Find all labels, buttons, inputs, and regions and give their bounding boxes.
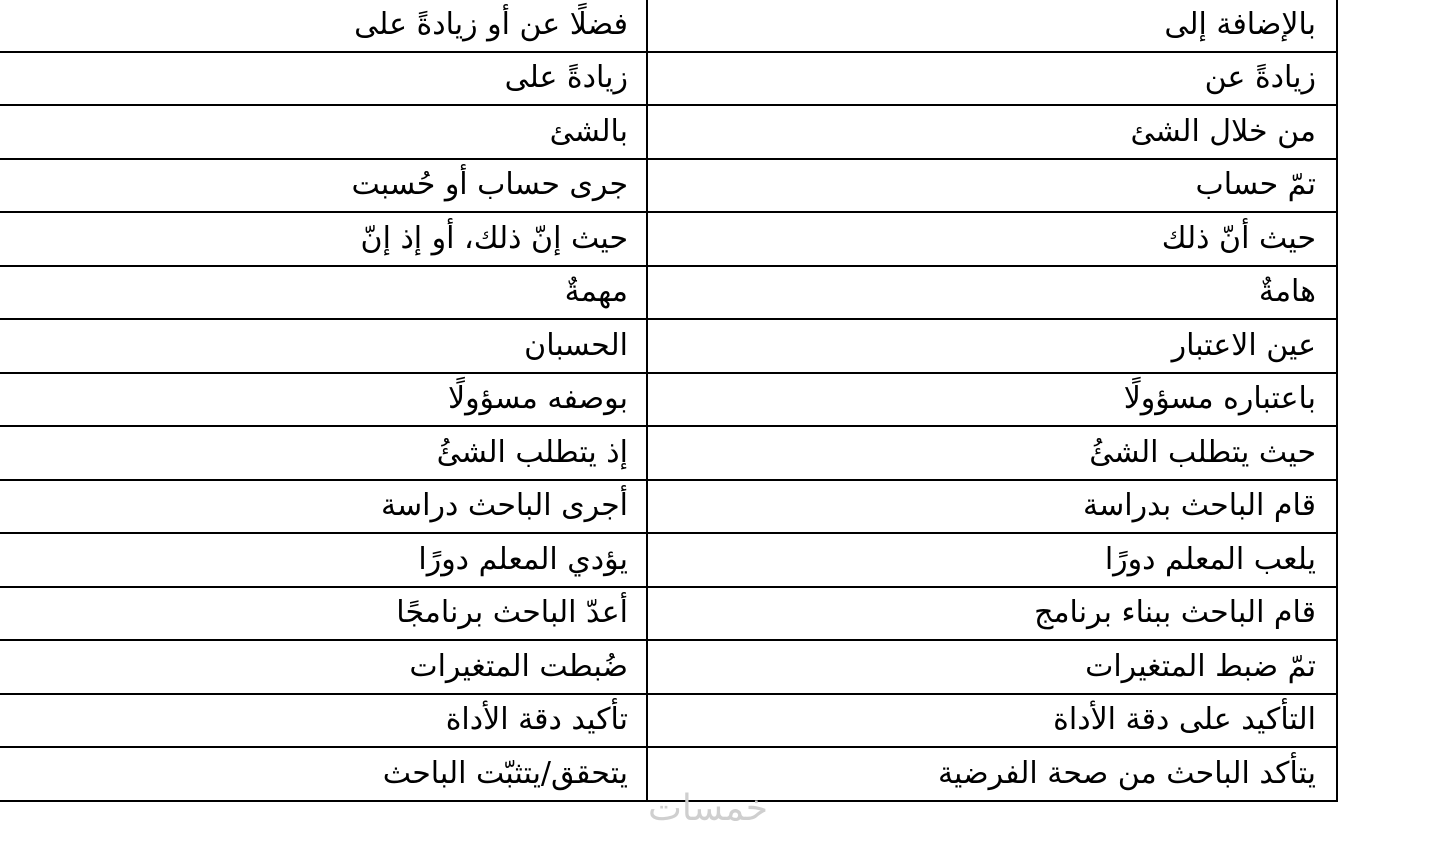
incorrect-phrase-cell: تمّ حساب (647, 159, 1337, 213)
incorrect-phrase-cell: حيث يتطلب الشئُ (647, 426, 1337, 480)
table-row (0, 159, 1337, 213)
correct-phrase-cell: يتحقق/يتثبّت الباحث (0, 747, 647, 801)
correct-phrase-cell: إذ يتطلب الشئُ (0, 426, 647, 480)
correct-phrase-cell: بالشئ (0, 105, 647, 159)
incorrect-phrase-cell: بالإضافة إلى (647, 0, 1337, 52)
correct-phrase-cell: ضُبطت المتغيرات (0, 640, 647, 694)
incorrect-phrase-cell: عين الاعتبار (647, 319, 1337, 373)
correct-phrase-cell: الحسبان (0, 319, 647, 373)
incorrect-phrase-cell: حيث أنّ ذلك (647, 212, 1337, 266)
table-row (0, 587, 1337, 641)
correct-phrase-cell: بوصفه مسؤولًا (0, 373, 647, 427)
incorrect-phrase-cell: زيادةً عن (647, 52, 1337, 106)
table-row (0, 533, 1337, 587)
correct-phrase-cell: أجرى الباحث دراسة (0, 480, 647, 534)
correct-phrase-cell: أعدّ الباحث برنامجًا (0, 587, 647, 641)
incorrect-phrase-cell: يلعب المعلم دورًا (647, 533, 1337, 587)
incorrect-phrase-cell: هامةٌ (647, 266, 1337, 320)
incorrect-phrase-cell: تمّ ضبط المتغيرات (647, 640, 1337, 694)
incorrect-phrase-cell: قام الباحث ببناء برنامج (647, 587, 1337, 641)
table-row (0, 426, 1337, 480)
table-row (0, 640, 1337, 694)
table-row (0, 373, 1337, 427)
correct-phrase-cell: مهمةٌ (0, 266, 647, 320)
incorrect-phrase-cell: التأكيد على دقة الأداة (647, 694, 1337, 748)
incorrect-phrase-cell: قام الباحث بدراسة (647, 480, 1337, 534)
incorrect-phrase-cell: يتأكد الباحث من صحة الفرضية (647, 747, 1337, 801)
table-row (0, 0, 1337, 52)
table-row (0, 319, 1337, 373)
table-row (0, 105, 1337, 159)
table-row (0, 694, 1337, 748)
incorrect-phrase-cell: من خلال الشئ (647, 105, 1337, 159)
table-row (0, 480, 1337, 534)
correct-phrase-cell: يؤدي المعلم دورًا (0, 533, 647, 587)
watermark-logo: خمسات (648, 788, 769, 829)
correct-phrase-cell: حيث إنّ ذلك، أو إذ إنّ (0, 212, 647, 266)
correct-phrase-cell: فضلًا عن أو زيادةً على (0, 0, 647, 52)
correct-phrase-cell: تأكيد دقة الأداة (0, 694, 647, 748)
correct-phrase-cell: زيادةً على (0, 52, 647, 106)
incorrect-phrase-cell: باعتباره مسؤولًا (647, 373, 1337, 427)
table-row (0, 266, 1337, 320)
correct-phrase-cell: جرى حساب أو حُسبت (0, 159, 647, 213)
table-row (0, 212, 1337, 266)
table-row (0, 52, 1337, 106)
